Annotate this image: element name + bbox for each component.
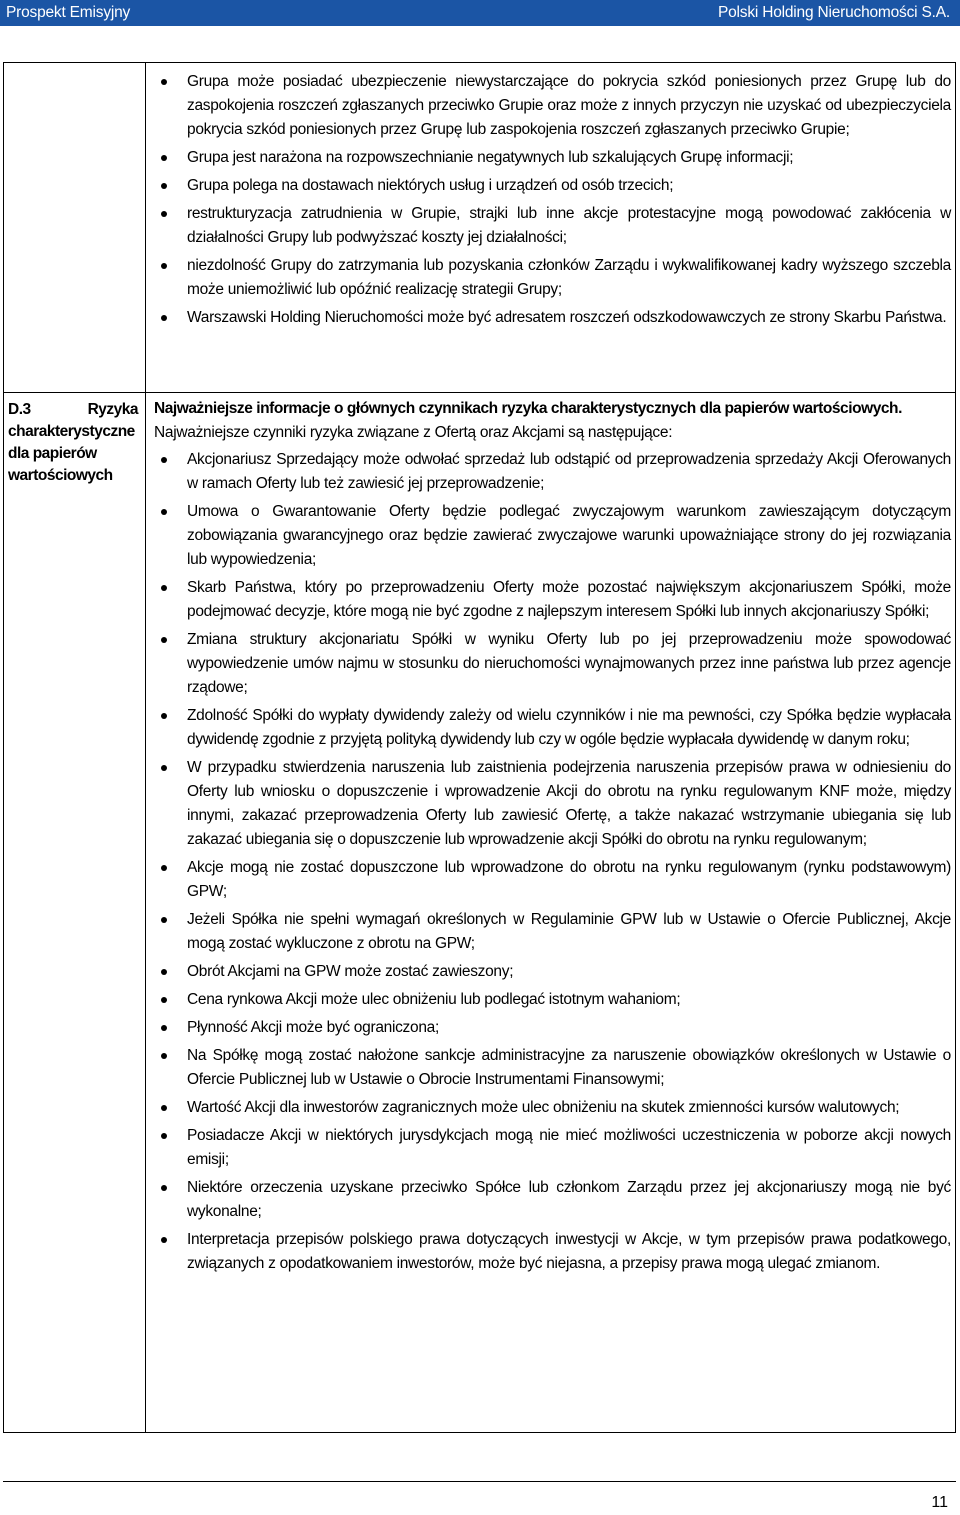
bullet-icon — [161, 917, 167, 923]
section-label-first: Ryzyka — [87, 401, 138, 418]
footer-divider — [3, 1481, 956, 1482]
bullet-icon — [161, 1185, 167, 1191]
list-item-text: niezdolność Grupy do zatrzymania lub pozyskania członków Zarządu i wykwalifikowanej kadry wyższego szczebla może uniemożliwić lub opóźnić realizację strategii Grupy; — [187, 257, 951, 298]
bullet-icon — [161, 585, 167, 591]
list-item — [154, 146, 951, 170]
list-item — [154, 988, 951, 1012]
list-item — [154, 1044, 951, 1092]
section-d3-content — [154, 397, 951, 1280]
bullet-icon — [161, 1133, 167, 1139]
list-item — [154, 1176, 951, 1224]
list-item-text: Akcje mogą nie zostać dopuszczone lub wprowadzone do obrotu na rynku regulowanym (rynku podstawowym) GPW; — [187, 859, 951, 900]
section-intro: Najważniejsze czynniki ryzyka związane z Ofertą oraz Akcjami są następujące: — [154, 424, 673, 441]
column-divider — [145, 63, 146, 1432]
bullet-icon — [161, 969, 167, 975]
section-title: Najważniejsze informacje o głównych czynnikach ryzyka charakterystycznych dla papierów wartościowych. — [154, 400, 902, 417]
list-item-text: Grupa polega na dostawach niektórych usług i urządzeń od osób trzecich; — [187, 177, 674, 194]
bullet-icon — [161, 765, 167, 771]
page-header — [0, 0, 960, 26]
section-d3-label — [8, 399, 142, 487]
list-item — [154, 704, 951, 752]
list-item — [154, 174, 951, 198]
list-item — [154, 628, 951, 700]
list-item-text: Grupa może posiadać ubezpieczenie niewystarczające do pokrycia szkód poniesionych przez Grupę lub do zaspokojenia roszczeń zgłaszanych przeciwko Grupie oraz może z innych przyczyn nie uzyskać od ubezpieczyciela pokrycia szkód poniesionych przez Grupę lub zaspokojenia roszczeń zgłaszanych przeciwko Grupie; — [187, 73, 951, 138]
list-item — [154, 908, 951, 956]
list-item — [154, 254, 951, 302]
bullet-icon — [161, 211, 167, 217]
list-item-text: Zmiana struktury akcjonariatu Spółki w wyniku Oferty lub po jej przeprowadzeniu może spowodować wypowiedzenie umów najmu w stosunku do nieruchomości wynajmowanych przez inne państwa lub przez agencje rządowe; — [187, 631, 951, 696]
list-item — [154, 1124, 951, 1172]
risk-list-securities — [154, 448, 951, 1276]
page-number: 11 — [931, 1494, 948, 1511]
bullet-icon — [161, 183, 167, 189]
section-d2-content — [154, 70, 951, 334]
list-item — [154, 70, 951, 142]
list-item — [154, 500, 951, 572]
bullet-icon — [161, 1053, 167, 1059]
list-item-text: Posiadacze Akcji w niektórych jurysdykcjach mogą nie mieć możliwości uczestniczenia w poborze akcji nowych emisji; — [187, 1127, 951, 1168]
bullet-icon — [161, 713, 167, 719]
bullet-icon — [161, 1237, 167, 1243]
list-item — [154, 576, 951, 624]
list-item — [154, 448, 951, 496]
bullet-icon — [161, 155, 167, 161]
bullet-icon — [161, 865, 167, 871]
list-item-text: W przypadku stwierdzenia naruszenia lub zaistnienia podejrzenia naruszenia przepisów prawa w odniesieniu do Oferty lub wniosku o dopuszczenie i wprowadzenie Akcji do obrotu na rynku regulowanym KNF może, między innymi, zakazać przeprowadzenia Oferty lub zawiesić Ofertę, a także nakazać wstrzymanie ubiegania się lub zakazać ubiegania się o dopuszczenie lub wprowadzenie akcji Spółki do obrotu na rynku regulowanym; — [187, 759, 951, 848]
bullet-icon — [161, 1025, 167, 1031]
list-item — [154, 856, 951, 904]
row-divider — [4, 392, 955, 393]
list-item — [154, 202, 951, 250]
risk-list-issuer — [154, 70, 951, 330]
section-label-rest: charakterystyczne dla papierów wartościowych — [8, 423, 135, 484]
list-item-text: Umowa o Gwarantowanie Oferty będzie podlegać zwyczajowym warunkom zawieszającym dotyczącym zobowiązania gwarancyjnego oraz będzie zawierać zwyczajowe warunki upoważniające strony do jej rozwiązania lub wypowiedzenia; — [187, 503, 951, 568]
bullet-icon — [161, 79, 167, 85]
bullet-icon — [161, 509, 167, 515]
bullet-icon — [161, 315, 167, 321]
company-name: Polski Holding Nieruchomości S.A. — [717, 4, 950, 21]
list-item — [154, 1228, 951, 1276]
list-item-text: Płynność Akcji może być ograniczona; — [187, 1019, 439, 1036]
list-item-text: Wartość Akcji dla inwestorów zagranicznych może ulec obniżeniu na skutek zmienności kursów walutowych; — [187, 1099, 900, 1116]
list-item-text: Jeżeli Spółka nie spełni wymagań określonych w Regulaminie GPW lub w Ustawie o Ofercie Publicznej, Akcje mogą zostać wykluczone z obrotu na GPW; — [187, 911, 951, 952]
list-item-text: Akcjonariusz Sprzedający może odwołać sprzedaż lub odstąpić od przeprowadzenia sprzedaży Akcji Oferowanych w ramach Oferty lub też zawiesić jej przeprowadzenie; — [187, 451, 951, 492]
list-item-text: restrukturyzacja zatrudnienia w Grupie, strajki lub inne akcje protestacyjne mogą powodować zakłócenia w działalności Grupy lub podwyższać koszty jej działalności; — [187, 205, 951, 246]
section-code: D.3 — [8, 401, 31, 418]
list-item — [154, 1016, 951, 1040]
list-item-text: Interpretacja przepisów polskiego prawa dotyczących inwestycji w Akcje, w tym przepisów prawa podatkowego, związanych z opodatkowaniem inwestorów, może być niejasna, a przepisy prawa mogą ulegać zmianom. — [187, 1231, 951, 1272]
bullet-icon — [161, 637, 167, 643]
list-item-text: Zdolność Spółki do wypłaty dywidendy zależy od wielu czynników i nie ma pewności, czy Spółka będzie wypłacała dywidendę zgodnie z przyjętą polityką dywidendy lub czy w ogóle będzie wypłacała dywidendę w danym roku; — [187, 707, 951, 748]
list-item — [154, 306, 951, 330]
list-item — [154, 1096, 951, 1120]
list-item-text: Niektóre orzeczenia uzyskane przeciwko Spółce lub członkom Zarządu przez jej akcjonariuszy mogą nie być wykonalne; — [187, 1179, 951, 1220]
bullet-icon — [161, 1105, 167, 1111]
list-item-text: Skarb Państwa, który po przeprowadzeniu Oferty może pozostać największym akcjonariuszem Spółki, może podejmować decyzje, które mogą nie być zgodne z najlepszym interesem Spółki lub innych akcjonariuszy Spółki; — [187, 579, 951, 620]
list-item — [154, 756, 951, 852]
list-item-text: Warszawski Holding Nieruchomości może być adresatem roszczeń odszkodowawczych ze strony Skarbu Państwa. — [187, 309, 947, 326]
bullet-icon — [161, 263, 167, 269]
bullet-icon — [161, 457, 167, 463]
document-title: Prospekt Emisyjny — [6, 4, 131, 21]
list-item-text: Na Spółkę mogą zostać nałożone sankcje administracyjne za naruszenie obowiązków określonych w Ustawie o Ofercie Publicznej lub w Ustawie o Obrocie Instrumentami Finansowymi; — [187, 1047, 951, 1088]
summary-table — [3, 62, 956, 1433]
list-item-text: Cena rynkowa Akcji może ulec obniżeniu lub podlegać istotnym wahaniom; — [187, 991, 681, 1008]
list-item — [154, 960, 951, 984]
list-item-text: Obrót Akcjami na GPW może zostać zawieszony; — [187, 963, 514, 980]
bullet-icon — [161, 997, 167, 1003]
list-item-text: Grupa jest narażona na rozpowszechnianie negatywnych lub szkalujących Grupę informacji; — [187, 149, 794, 166]
